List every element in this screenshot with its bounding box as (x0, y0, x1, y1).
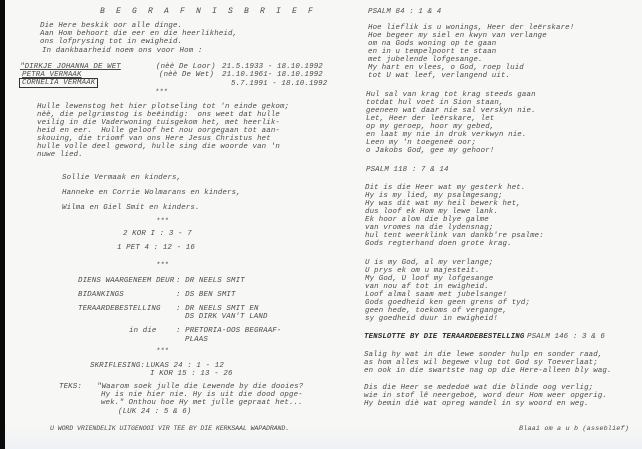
right-page (320, 0, 642, 449)
service-value: PLAAS (185, 336, 208, 344)
verse-line: wie in stof lê neergeboë, word deur Hom weer opgerig. (364, 392, 608, 400)
paragraph-line: Hulle lewenstog het hier plotseling tot 'n einde gekom; (37, 103, 290, 111)
tea-invitation: U WORD VRIENDELIK UITGENOOI VIR TEE BY DIE KERKSAAL WAPADRAND. (50, 425, 290, 432)
skriflesing-reference: LUKAS 24 : 1 - 12 (146, 362, 224, 370)
verse-line: o Jakobs God, gee my gehoor! (366, 147, 495, 155)
verse-line: Hul sal van krag tot krag steeds gaan (366, 91, 536, 99)
service-value: DS DIRK VAN'T LAND (185, 313, 268, 321)
separator-stars: *** (155, 89, 168, 97)
deceased-nee: (nèè De Loor) (156, 63, 216, 71)
verse-line: geen hede, toekoms of vergange, (365, 307, 508, 315)
teks-line: Hy is nie hier nie. Hy is uit die dood opge- (101, 391, 303, 399)
deceased-dates: 21.5.1933 - 18.10.1992 (222, 63, 323, 71)
verse-line: U prys ek om u majesteit. (365, 267, 480, 275)
document-title: B E G R A F N I S B R I E F (100, 7, 317, 16)
verse-line: hul tent weerklink van dankb're psalme: (365, 232, 544, 240)
service-label: TERAARDEBESTELLING (78, 305, 161, 313)
deceased-name: PETRA VERMAAK (22, 71, 82, 79)
verse-line: met jubelende lofgesange. (368, 56, 483, 64)
verse-line: om na Gods woning op te gaan (368, 40, 497, 48)
verse-line: Salig hy wat in die lewe sonder hulp en sonder raad, (364, 351, 603, 359)
paragraph-line: veilig in die Vaderwoning tuisgekom het, met heerlik- (37, 119, 281, 127)
deceased-dates: 5.7.1991 - 18.10.1992 (231, 80, 328, 88)
left-page (5, 0, 328, 449)
verse-line: U is my God, al my verlange; (365, 259, 494, 267)
verse-line: en laat my nie in druk verkwyn nie. (366, 131, 527, 139)
service-value: : DR NEELS SMIT EN (176, 305, 259, 313)
separator-stars: *** (156, 348, 169, 356)
intro-line: Die Here beskik oor alle dinge. (40, 22, 183, 30)
verse-line: as hom alles wil begewe vlug tot God sy Toeverlaat; (364, 359, 598, 367)
verse-line: Dit is die Heer wat my gesterk het. (365, 184, 526, 192)
teks-line: "Waarom soek julle die Lewende by die dooies? (97, 383, 304, 391)
paragraph-line: skouing, die triomf van ons Here Jesus Christus het (37, 135, 271, 143)
deceased-name-boxed: CORNELIA VERMAAK (19, 78, 98, 88)
verse-line: Loof almal saam met jubelsange! (365, 291, 508, 299)
verse-line: Ek hoor alom die blye galme (365, 216, 489, 224)
verse-line: tot U wat leef, verlangend uit. (368, 72, 511, 80)
service-label: BIDANKINGS (78, 291, 124, 299)
verse-line: My hart en vlees, o God, roep luid (368, 64, 524, 72)
verse-line: dus loof ek Hom my lewe lank. (365, 208, 498, 216)
teks-label: TEKS: (59, 383, 82, 391)
service-value: : DR NEELS SMIT (176, 277, 245, 285)
verse-line: totdat hul voet in Sion staan, (366, 99, 504, 107)
verse-line: My God, U loof my lofgesange (365, 275, 494, 283)
teks-line: (LUK 24 : 5 & 6) (118, 408, 192, 416)
intro-line: ons lofprysing tot in ewigheid. (40, 38, 183, 46)
verse-line: Hy was dit wat my heil bewerk het, (365, 200, 521, 208)
teks-line: wek." Onthou hoe Hy met julle gepraat het... (101, 399, 303, 407)
service-value: : PRETORIA-OOS BEGRAAF- (176, 327, 282, 335)
service-value: : DS BEN SMIT (176, 291, 236, 299)
closing-heading: TENSLOTTE BY DIE TERAARDEBESTELLING (364, 333, 525, 341)
separator-stars: *** (156, 262, 169, 270)
verse-line: van vromes na die lydensnag; (365, 224, 494, 232)
service-label: in die (129, 327, 157, 335)
separator-stars: *** (156, 218, 169, 226)
family-line: Sollie Vermaak en kinders, (62, 174, 182, 182)
paragraph-line: nuwe lied. (37, 151, 83, 159)
deceased-name: "DIRKJE JOHANNA DE WET (20, 63, 121, 71)
verse-line: sy goedheid duur in ewigheid! (365, 315, 498, 323)
family-line: Hanneke en Corrie Wolmarans en kinders, (62, 189, 241, 197)
paragraph-line: hulle volle deel geword, hulle sing die woorde van 'n (37, 143, 281, 151)
verse-line: geeneen wat daar nie sal verskyn nie. (366, 107, 536, 115)
verse-line: Hy bemin diè wat opreg wandel in sy woord en weg. (364, 400, 589, 408)
paragraph-line: nèè, die pelgrimstog is beëindig: ons weet dat hulle (37, 111, 281, 119)
verse-line: op my geroep, hoor my gebed, (366, 123, 495, 131)
closing-psalm-reference: PSALM 146 : 3 & 6 (527, 333, 605, 341)
paragraph-line: heid en eer. Hulle geloof het nou oorgegaan tot aan- (37, 127, 281, 135)
turn-over-note: Blaai om a u b (asseblief) (519, 425, 629, 433)
deceased-nee: (nèè De Wet) (159, 71, 215, 79)
skriflesing-label: SKRIFLESING: (90, 362, 146, 370)
verse-line: Dis die Heer se mededoë wat die blinde oog verlig; (364, 384, 594, 392)
skriflesing-reference: I KOR 15 : 13 - 26 (150, 370, 233, 378)
psalm-heading: PSALM 84 : 1 & 4 (368, 8, 442, 16)
service-label: DIENS WAARGENEEM DEUR (78, 277, 175, 285)
verse-line: Gods regterhand doen grote krag. (365, 240, 512, 248)
reading-reference: 2 KOR I : 3 - 7 (123, 230, 192, 238)
verse-line: Hy is my lied, my psalmgesang; (365, 192, 503, 200)
verse-line: van nou af tot in ewigheid. (365, 283, 489, 291)
reading-reference: 1 PET 4 : 12 - 16 (117, 244, 195, 252)
verse-line: en in u tempelpoort te staan (368, 48, 497, 56)
family-line: Wilma en Giel Smit en kinders. (62, 204, 200, 212)
verse-line: Let, Heer der leërskare, let (366, 115, 495, 123)
verse-line: Hoe begeer my siel en kwyn van verlange (368, 32, 547, 40)
intro-line: Aan Hom behoort die eer en die heerlikheid, (40, 30, 238, 38)
intro-line: In dankbaarheid noem ons voor Hom : (42, 47, 203, 55)
verse-line: Gods goedheid ken geen grens of tyd; (365, 299, 531, 307)
deceased-dates: 21.10.1961- 18.10.1992 (222, 71, 323, 79)
verse-line: Leen my 'n toegeneë oor; (366, 139, 477, 147)
psalm-heading: PSALM 118 : 7 & 14 (366, 166, 449, 174)
verse-line: en ook in die swartste nag op die Here-alleen bly wag. (364, 367, 612, 375)
verse-line: Hoe lieflik is u wonings, Heer der leërskare! (368, 24, 575, 32)
